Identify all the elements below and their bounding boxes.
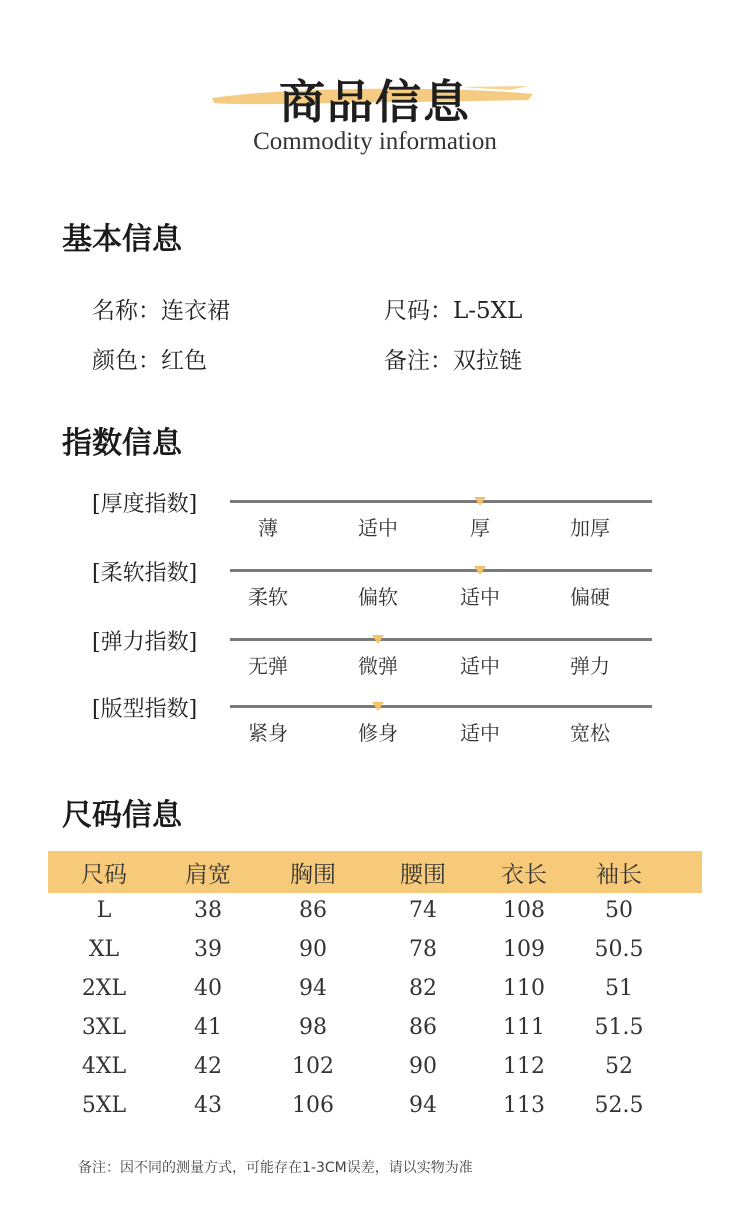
size-table-header-cell: 胸围	[290, 862, 336, 888]
index-option: 偏硬	[570, 585, 610, 609]
page-header	[0, 0, 750, 170]
index-option: 宽松	[570, 721, 610, 745]
index-label: [厚度指数]	[92, 492, 198, 517]
index-option: 无弹	[248, 654, 288, 678]
index-info-title: 指数信息	[62, 426, 182, 461]
size-table-cell: 102	[292, 1054, 334, 1079]
size-table-cell: 38	[194, 898, 222, 923]
size-table-cell: 3XL	[81, 1015, 127, 1040]
size-table-cell: 98	[299, 1015, 327, 1040]
index-marker-icon	[372, 635, 384, 644]
field-size: 尺码：L-5XL	[384, 298, 523, 324]
size-table-cell: 78	[409, 937, 437, 962]
field-color: 颜色：红色	[92, 348, 207, 374]
index-option: 弹力	[570, 654, 610, 678]
size-table-cell: 86	[409, 1015, 437, 1040]
size-table-cell: 109	[503, 937, 545, 962]
index-scale-line	[230, 569, 652, 572]
basic-info-title: 基本信息	[62, 222, 182, 257]
index-option: 适中	[460, 585, 500, 609]
size-table-cell: 39	[194, 937, 222, 962]
size-table-cell: 108	[503, 898, 545, 923]
index-option: 修身	[358, 721, 398, 745]
size-table-cell: 94	[299, 976, 327, 1001]
index-marker-icon	[474, 497, 486, 506]
index-option: 适中	[460, 721, 500, 745]
size-table-cell: 74	[409, 898, 437, 923]
size-info-title: 尺码信息	[62, 798, 182, 833]
index-scale-line	[230, 705, 652, 708]
index-label: [版型指数]	[92, 697, 198, 722]
size-table-cell: 94	[409, 1093, 437, 1118]
size-table-cell: 42	[194, 1054, 222, 1079]
size-table-cell: 50	[605, 898, 633, 923]
size-table-cell: 113	[503, 1093, 545, 1118]
size-table-cell: 51	[605, 976, 633, 1001]
size-table-cell: 2XL	[81, 976, 127, 1001]
page-title: 商品信息	[279, 75, 471, 129]
size-table-header-cell: 肩宽	[185, 862, 231, 888]
size-table-header-cell: 尺码	[81, 862, 127, 888]
size-table-cell: 41	[194, 1015, 222, 1040]
size-table-cell: 106	[292, 1093, 334, 1118]
size-table-cell: 82	[409, 976, 437, 1001]
size-table-cell: 43	[194, 1093, 222, 1118]
size-table-header-cell: 衣长	[501, 862, 547, 888]
size-table-cell: 50.5	[594, 937, 644, 962]
index-option: 微弹	[358, 654, 398, 678]
index-option: 柔软	[248, 585, 288, 609]
index-option: 薄	[258, 516, 278, 540]
index-label: [弹力指数]	[92, 630, 198, 655]
footnote: 备注：因不同的测量方式，可能存在1-3CM误差，请以实物为准	[78, 1160, 473, 1176]
index-label: [柔软指数]	[92, 561, 198, 586]
size-table-header-cell: 袖长	[596, 862, 642, 888]
index-scale-line	[230, 500, 652, 503]
index-option: 厚	[470, 516, 490, 540]
index-option: 加厚	[570, 516, 610, 540]
index-option: 适中	[460, 654, 500, 678]
size-table-cell: 112	[503, 1054, 545, 1079]
page-subtitle: Commodity information	[253, 128, 497, 155]
field-remark: 备注：双拉链	[384, 348, 522, 374]
size-table-cell: 52.5	[594, 1093, 644, 1118]
size-table-cell: 4XL	[81, 1054, 127, 1079]
size-table-cell: 110	[503, 976, 545, 1001]
index-option: 紧身	[248, 721, 288, 745]
size-table-cell: 52	[605, 1054, 633, 1079]
index-option: 偏软	[358, 585, 398, 609]
size-table-cell: 5XL	[81, 1093, 127, 1118]
index-scale-line	[230, 638, 652, 641]
size-table-cell: 111	[503, 1015, 545, 1040]
size-table-header-cell: 腰围	[400, 862, 446, 888]
field-name: 名称：连衣裙	[92, 298, 230, 324]
size-table-cell: 86	[299, 898, 327, 923]
size-table-cell: 40	[194, 976, 222, 1001]
size-table-cell: 90	[409, 1054, 437, 1079]
index-option: 适中	[358, 516, 398, 540]
size-table-cell: 90	[299, 937, 327, 962]
size-table-cell: L	[96, 898, 112, 923]
size-table-cell: XL	[88, 937, 120, 962]
size-table-cell: 51.5	[594, 1015, 644, 1040]
index-marker-icon	[372, 702, 384, 711]
index-marker-icon	[474, 566, 486, 575]
